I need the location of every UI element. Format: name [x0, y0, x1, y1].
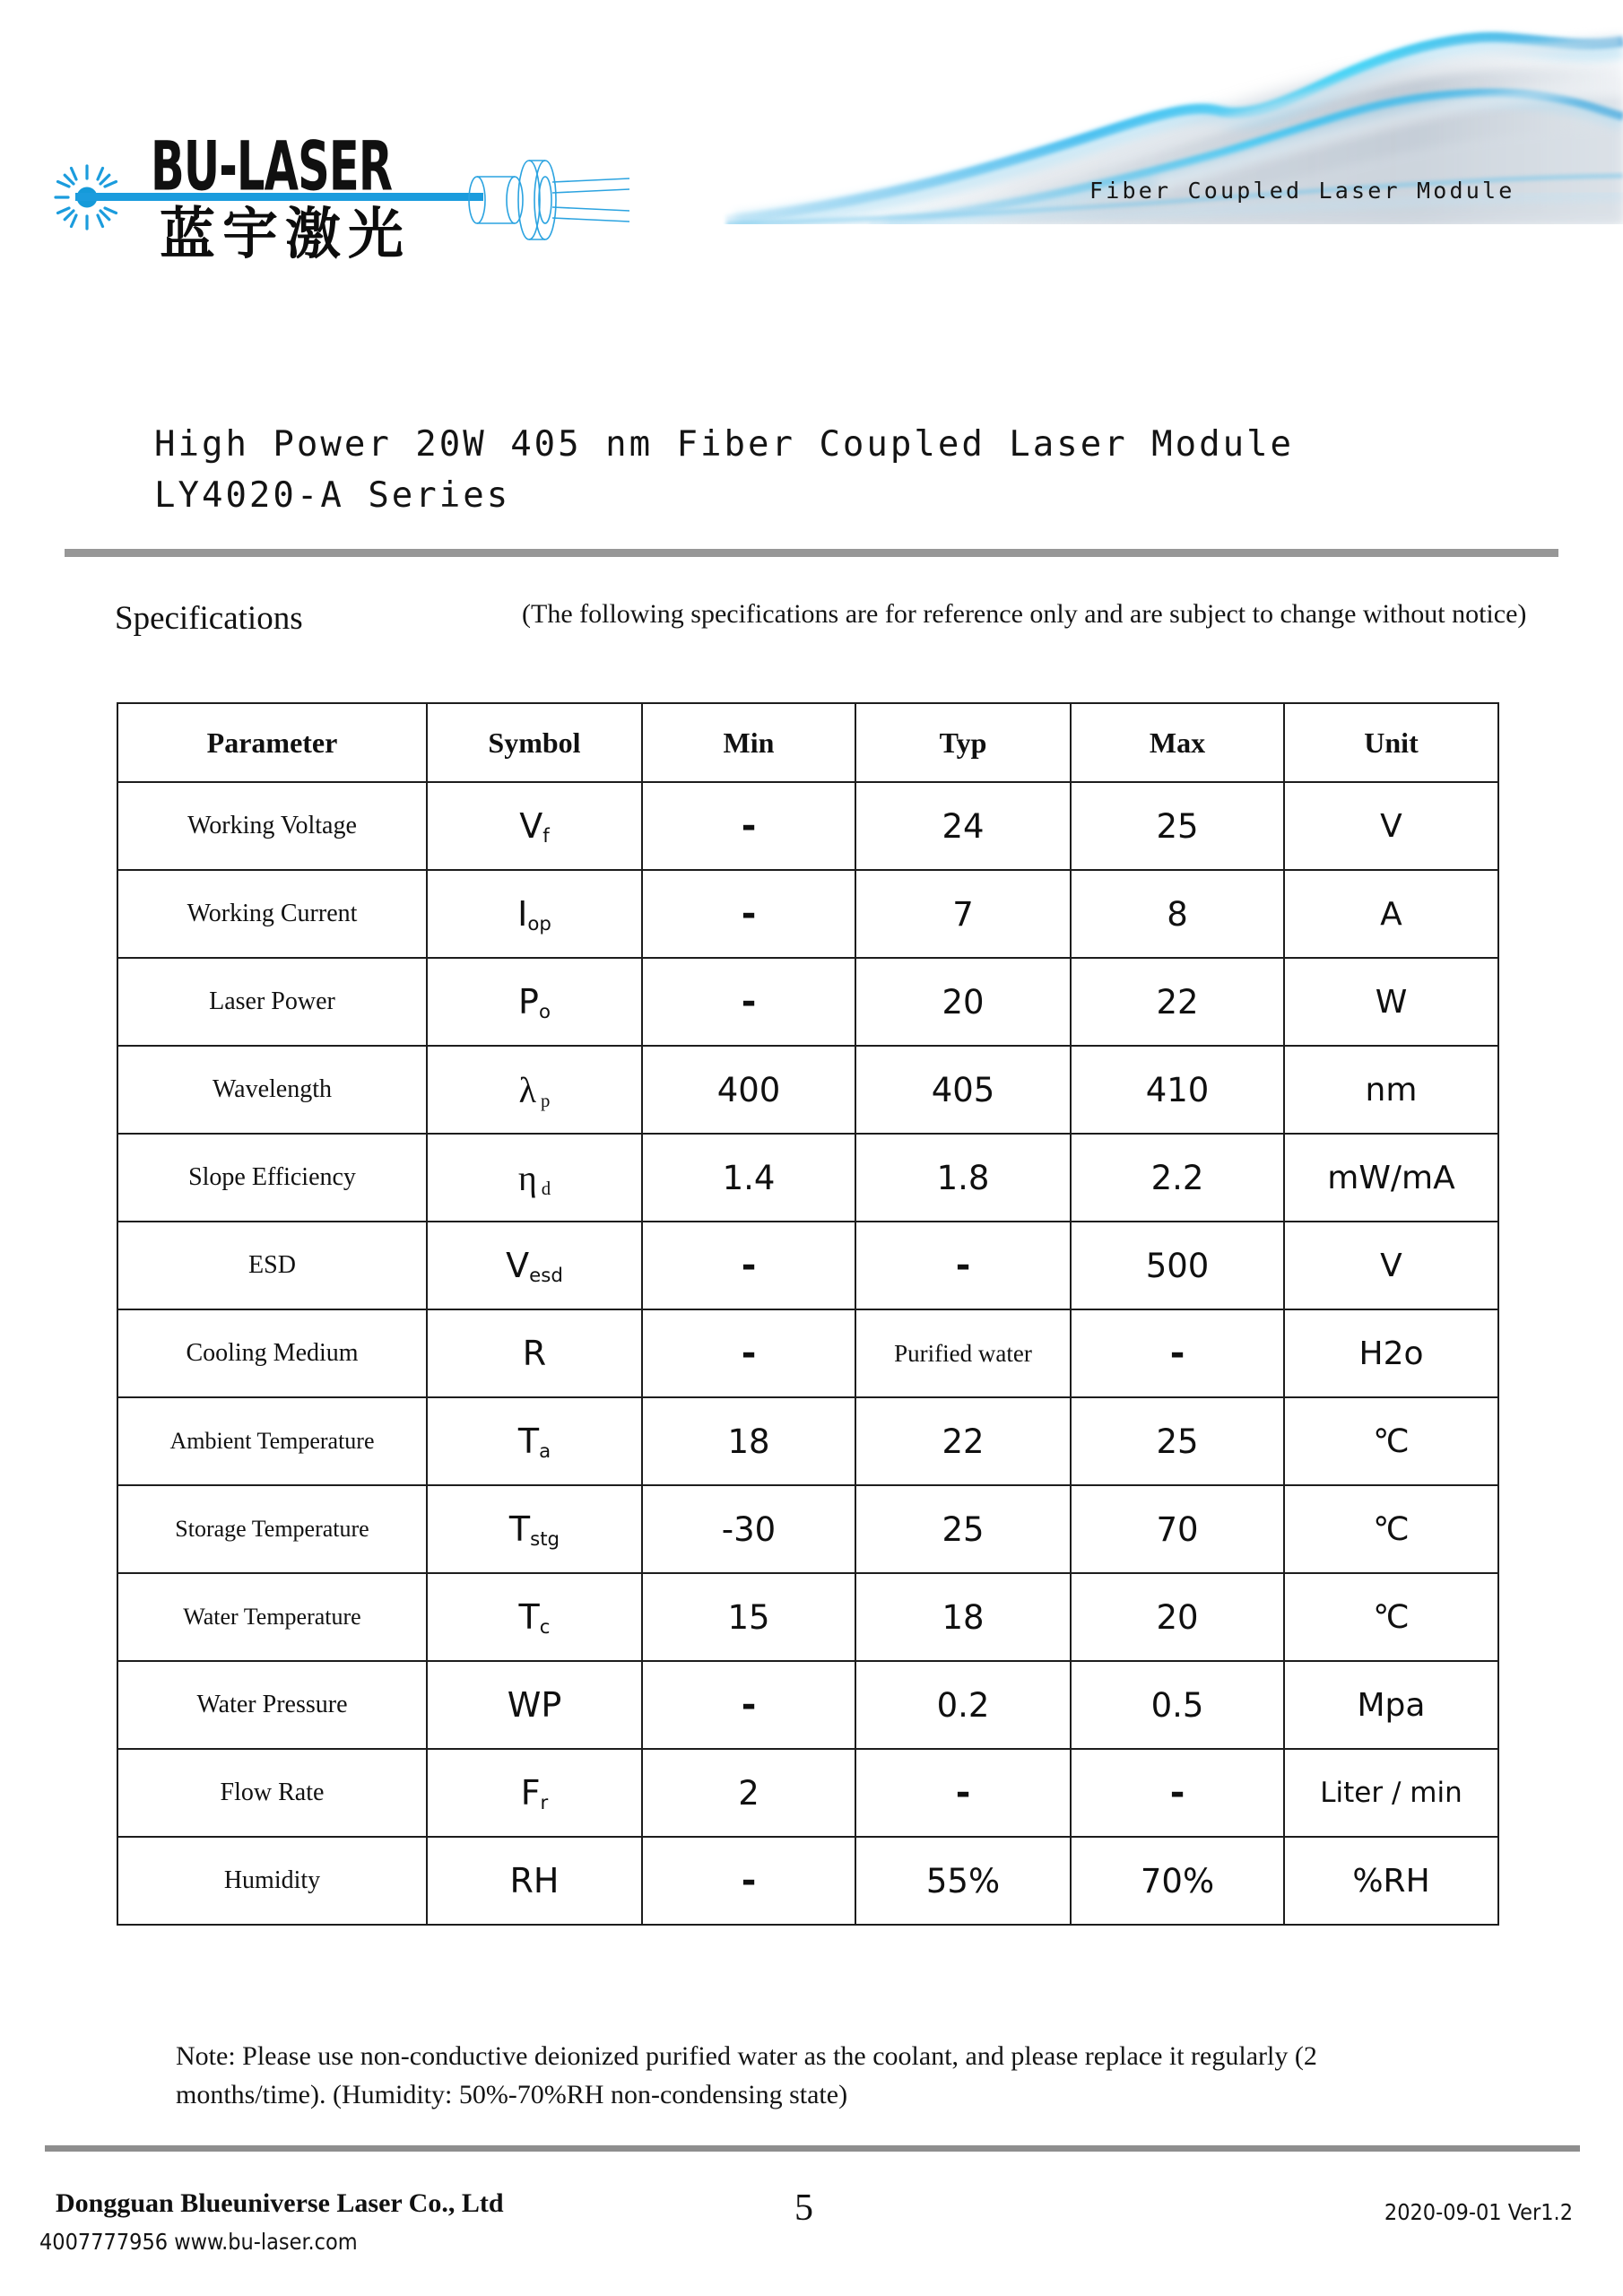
cell-symbol	[427, 1222, 642, 1309]
typ-value: 25	[942, 1509, 985, 1549]
parameter-label: Flow Rate	[220, 1779, 325, 1806]
cell-parameter	[117, 1222, 427, 1309]
cell-min	[642, 1661, 855, 1749]
company-logo	[54, 128, 619, 266]
cell-typ	[855, 1661, 1071, 1749]
page-title	[154, 420, 1589, 522]
cell-min	[642, 1134, 855, 1222]
symbol-label	[518, 1422, 551, 1461]
cell-typ	[855, 870, 1071, 958]
symbol-label	[509, 1509, 560, 1549]
symbol-label	[517, 894, 551, 934]
cell-min	[642, 1397, 855, 1485]
cell-symbol	[427, 870, 642, 958]
unit-label: %RH	[1352, 1862, 1430, 1900]
parameter-label: Slope Efficiency	[188, 1163, 356, 1191]
table-row	[117, 1134, 1498, 1222]
max-value: 2.2	[1150, 1158, 1204, 1197]
cell-unit	[1284, 1837, 1498, 1925]
symbol-subscript: f	[542, 824, 550, 848]
cell-min	[642, 958, 855, 1046]
cell-parameter	[117, 1046, 427, 1134]
cell-max	[1071, 1046, 1284, 1134]
symbol-subscript: a	[539, 1439, 551, 1463]
min-value: 18	[727, 1422, 770, 1461]
cell-parameter	[117, 958, 427, 1046]
symbol-label	[506, 1246, 563, 1285]
cell-parameter	[117, 1134, 427, 1222]
symbol-base: R	[522, 1334, 547, 1373]
banner-caption: Fiber Coupled Laser Module	[1089, 178, 1515, 204]
min-value: -	[741, 1860, 757, 1901]
symbol-label	[508, 1685, 562, 1725]
cell-max	[1071, 1837, 1284, 1925]
cell-max	[1071, 958, 1284, 1046]
cell-typ	[855, 1222, 1071, 1309]
symbol-subscript: esd	[529, 1264, 563, 1287]
cell-max	[1071, 1134, 1284, 1222]
cell-unit	[1284, 1134, 1498, 1222]
column-header-parameter: Parameter	[117, 703, 427, 782]
footer-version-date: 2020-09-01 Ver1.2	[1384, 2199, 1573, 2225]
min-value: -	[741, 1684, 757, 1726]
symbol-label	[519, 1597, 551, 1637]
symbol-base: I	[517, 894, 528, 934]
symbol-base: η	[517, 1157, 537, 1198]
cell-max	[1071, 1222, 1284, 1309]
cell-symbol	[427, 1485, 642, 1573]
table-row	[117, 1661, 1498, 1749]
parameter-label: Working Current	[187, 900, 358, 927]
symbol-base: V	[519, 806, 543, 846]
min-value: 1.4	[722, 1158, 776, 1197]
parameter-label: Wavelength	[212, 1075, 333, 1103]
cell-max	[1071, 1397, 1284, 1485]
unit-label: Liter / min	[1320, 1777, 1462, 1809]
table-header-row	[117, 703, 1498, 782]
typ-value: 24	[942, 806, 985, 846]
cell-unit	[1284, 1222, 1498, 1309]
cell-typ	[855, 1046, 1071, 1134]
typ-value: 405	[931, 1070, 995, 1109]
typ-value: 22	[942, 1422, 985, 1461]
symbol-base: F	[520, 1773, 541, 1813]
symbol-label	[523, 1334, 546, 1373]
cell-typ	[855, 958, 1071, 1046]
max-value: 22	[1156, 982, 1199, 1022]
column-header-max: Max	[1071, 703, 1284, 782]
cell-min	[642, 782, 855, 870]
cell-symbol	[427, 1397, 642, 1485]
unit-label: ℃	[1373, 1510, 1410, 1548]
symbol-subscript: d	[541, 1178, 551, 1199]
cell-min	[642, 870, 855, 958]
cell-parameter	[117, 1661, 427, 1749]
cell-unit	[1284, 1397, 1498, 1485]
cell-symbol	[427, 1661, 642, 1749]
cell-symbol	[427, 1046, 642, 1134]
unit-label: ℃	[1373, 1598, 1410, 1636]
symbol-label	[519, 1070, 551, 1110]
coolant-note: Note: Please use non-conductive deionized purified water as the coolant, and please replace it regularly (2 months/time). (Humidity: 50%-70%RH non-condensing state)	[176, 2041, 1317, 2109]
cell-typ	[855, 1134, 1071, 1222]
cell-min	[642, 1222, 855, 1309]
parameter-label: Laser Power	[209, 987, 335, 1015]
specifications-disclaimer: (The following specifications are for reference only and are subject to change without notice)	[522, 599, 1527, 629]
cell-typ	[855, 1749, 1071, 1837]
cell-symbol	[427, 1749, 642, 1837]
max-value: -	[1169, 1333, 1185, 1374]
max-value: 410	[1145, 1070, 1210, 1109]
specifications-table	[117, 702, 1499, 1926]
parameter-label: ESD	[248, 1251, 296, 1279]
table-row	[117, 1222, 1498, 1309]
cell-min	[642, 1485, 855, 1573]
symbol-base: P	[518, 982, 539, 1022]
unit-label: ℃	[1373, 1422, 1410, 1460]
symbol-label	[521, 1773, 549, 1813]
parameter-label: Cooling Medium	[186, 1339, 359, 1367]
cell-max	[1071, 1309, 1284, 1397]
cell-max	[1071, 870, 1284, 958]
cell-unit	[1284, 1485, 1498, 1573]
cell-unit	[1284, 1573, 1498, 1661]
cell-parameter	[117, 870, 427, 958]
max-value: 25	[1156, 806, 1199, 846]
unit-label: V	[1380, 1247, 1402, 1284]
parameter-label: Ambient Temperature	[169, 1428, 375, 1454]
cell-min	[642, 1573, 855, 1661]
cell-symbol	[427, 782, 642, 870]
typ-value: -	[955, 1772, 971, 1813]
cell-typ	[855, 782, 1071, 870]
page-header	[0, 0, 1623, 266]
table-row	[117, 1749, 1498, 1837]
logo-wordmark: BU-LASER	[151, 128, 393, 207]
cell-unit	[1284, 1309, 1498, 1397]
parameter-label: Water Temperature	[183, 1604, 361, 1630]
typ-value: 20	[942, 982, 985, 1022]
symbol-label	[518, 1158, 551, 1198]
max-value: 25	[1156, 1422, 1199, 1461]
max-value: 500	[1145, 1246, 1210, 1285]
symbol-subscript: c	[539, 1615, 551, 1639]
typ-value: Purified water	[894, 1339, 1032, 1367]
min-value: -30	[721, 1509, 777, 1549]
cell-min	[642, 1749, 855, 1837]
table-row	[117, 870, 1498, 958]
typ-value: -	[955, 1245, 971, 1286]
typ-value: 55%	[925, 1861, 1001, 1900]
symbol-label	[518, 982, 551, 1022]
cell-symbol	[427, 1837, 642, 1925]
cell-max	[1071, 1749, 1284, 1837]
column-header-symbol: Symbol	[427, 703, 642, 782]
unit-label: V	[1380, 807, 1402, 845]
typ-value: 18	[942, 1597, 985, 1637]
table-row	[117, 1837, 1498, 1925]
symbol-label	[519, 806, 550, 846]
cell-max	[1071, 1573, 1284, 1661]
unit-label: mW/mA	[1327, 1159, 1455, 1196]
typ-value: 0.2	[936, 1685, 990, 1725]
unit-label: nm	[1365, 1071, 1418, 1109]
cell-unit	[1284, 1661, 1498, 1749]
cell-min	[642, 1046, 855, 1134]
table-row	[117, 1046, 1498, 1134]
cell-parameter	[117, 1837, 427, 1925]
max-value: 70	[1156, 1509, 1199, 1549]
cell-min	[642, 1837, 855, 1925]
table-row	[117, 1397, 1498, 1485]
symbol-base: WP	[507, 1685, 562, 1725]
max-value: 70%	[1140, 1861, 1215, 1900]
symbol-base: λ	[518, 1069, 536, 1110]
min-value: -	[741, 893, 757, 935]
cell-typ	[855, 1309, 1071, 1397]
specifications-heading: Specifications	[115, 600, 303, 637]
cell-parameter	[117, 782, 427, 870]
typ-value: 1.8	[936, 1158, 990, 1197]
cell-unit	[1284, 870, 1498, 958]
cell-typ	[855, 1485, 1071, 1573]
symbol-subscript: p	[541, 1090, 551, 1111]
symbol-base: RH	[509, 1861, 560, 1900]
max-value: 8	[1167, 894, 1188, 934]
cell-min	[642, 1309, 855, 1397]
cell-symbol	[427, 1573, 642, 1661]
page-title-line-1: High Power 20W 405 nm Fiber Coupled Laser Module	[154, 424, 1295, 465]
symbol-base: T	[508, 1509, 531, 1549]
min-value: -	[741, 1245, 757, 1286]
cell-typ	[855, 1837, 1071, 1925]
min-value: -	[741, 805, 757, 847]
cell-unit	[1284, 1749, 1498, 1837]
cell-max	[1071, 1661, 1284, 1749]
max-value: -	[1169, 1772, 1185, 1813]
cell-parameter	[117, 1397, 427, 1485]
symbol-label	[510, 1861, 560, 1900]
cell-parameter	[117, 1749, 427, 1837]
footer-page-number: 5	[794, 2187, 813, 2229]
table-row	[117, 1485, 1498, 1573]
max-value: 0.5	[1150, 1685, 1204, 1725]
cell-symbol	[427, 1134, 642, 1222]
table-row	[117, 1309, 1498, 1397]
parameter-label: Water Pressure	[196, 1691, 348, 1718]
cell-typ	[855, 1573, 1071, 1661]
laser-diode-icon	[459, 152, 629, 248]
parameter-label: Working Voltage	[187, 812, 357, 839]
max-value: 20	[1156, 1597, 1199, 1637]
title-divider	[65, 549, 1558, 557]
cell-parameter	[117, 1309, 427, 1397]
unit-label: A	[1380, 895, 1402, 933]
parameter-label: Storage Temperature	[175, 1516, 369, 1542]
cell-max	[1071, 782, 1284, 870]
cell-max	[1071, 1485, 1284, 1573]
symbol-subscript: op	[527, 912, 551, 935]
footer-divider	[45, 2145, 1580, 2152]
symbol-base: V	[506, 1246, 530, 1285]
column-header-min: Min	[642, 703, 855, 782]
cell-unit	[1284, 1046, 1498, 1134]
cell-symbol	[427, 1309, 642, 1397]
min-value: -	[741, 1333, 757, 1374]
unit-label: H2o	[1358, 1335, 1424, 1372]
cell-unit	[1284, 782, 1498, 870]
column-header-typ: Typ	[855, 703, 1071, 782]
page-title-line-2: LY4020-A Series	[154, 474, 511, 516]
typ-value: 7	[952, 894, 974, 934]
unit-label: W	[1375, 983, 1408, 1021]
table-row	[117, 1573, 1498, 1661]
cell-unit	[1284, 958, 1498, 1046]
cell-symbol	[427, 958, 642, 1046]
parameter-label: Humidity	[223, 1866, 321, 1894]
logo-chinese-name: 蓝宇激光	[160, 201, 412, 266]
min-value: 15	[727, 1597, 770, 1637]
table-row	[117, 782, 1498, 870]
min-value: 2	[738, 1773, 759, 1813]
min-value: 400	[716, 1070, 781, 1109]
cell-typ	[855, 1397, 1071, 1485]
symbol-subscript: o	[538, 1000, 551, 1023]
symbol-base: T	[517, 1422, 540, 1461]
cell-parameter	[117, 1573, 427, 1661]
min-value: -	[741, 981, 757, 1022]
unit-label: Mpa	[1357, 1686, 1426, 1724]
column-header-unit: Unit	[1284, 703, 1498, 782]
table-row	[117, 958, 1498, 1046]
symbol-base: T	[518, 1597, 540, 1637]
footer-company-name: Dongguan Blueuniverse Laser Co., Ltd	[56, 2188, 504, 2218]
footer-contact-info: 4007777956 www.bu-laser.com	[39, 2229, 358, 2255]
symbol-subscript: r	[540, 1791, 549, 1814]
cell-parameter	[117, 1485, 427, 1573]
symbol-subscript: stg	[530, 1527, 560, 1551]
